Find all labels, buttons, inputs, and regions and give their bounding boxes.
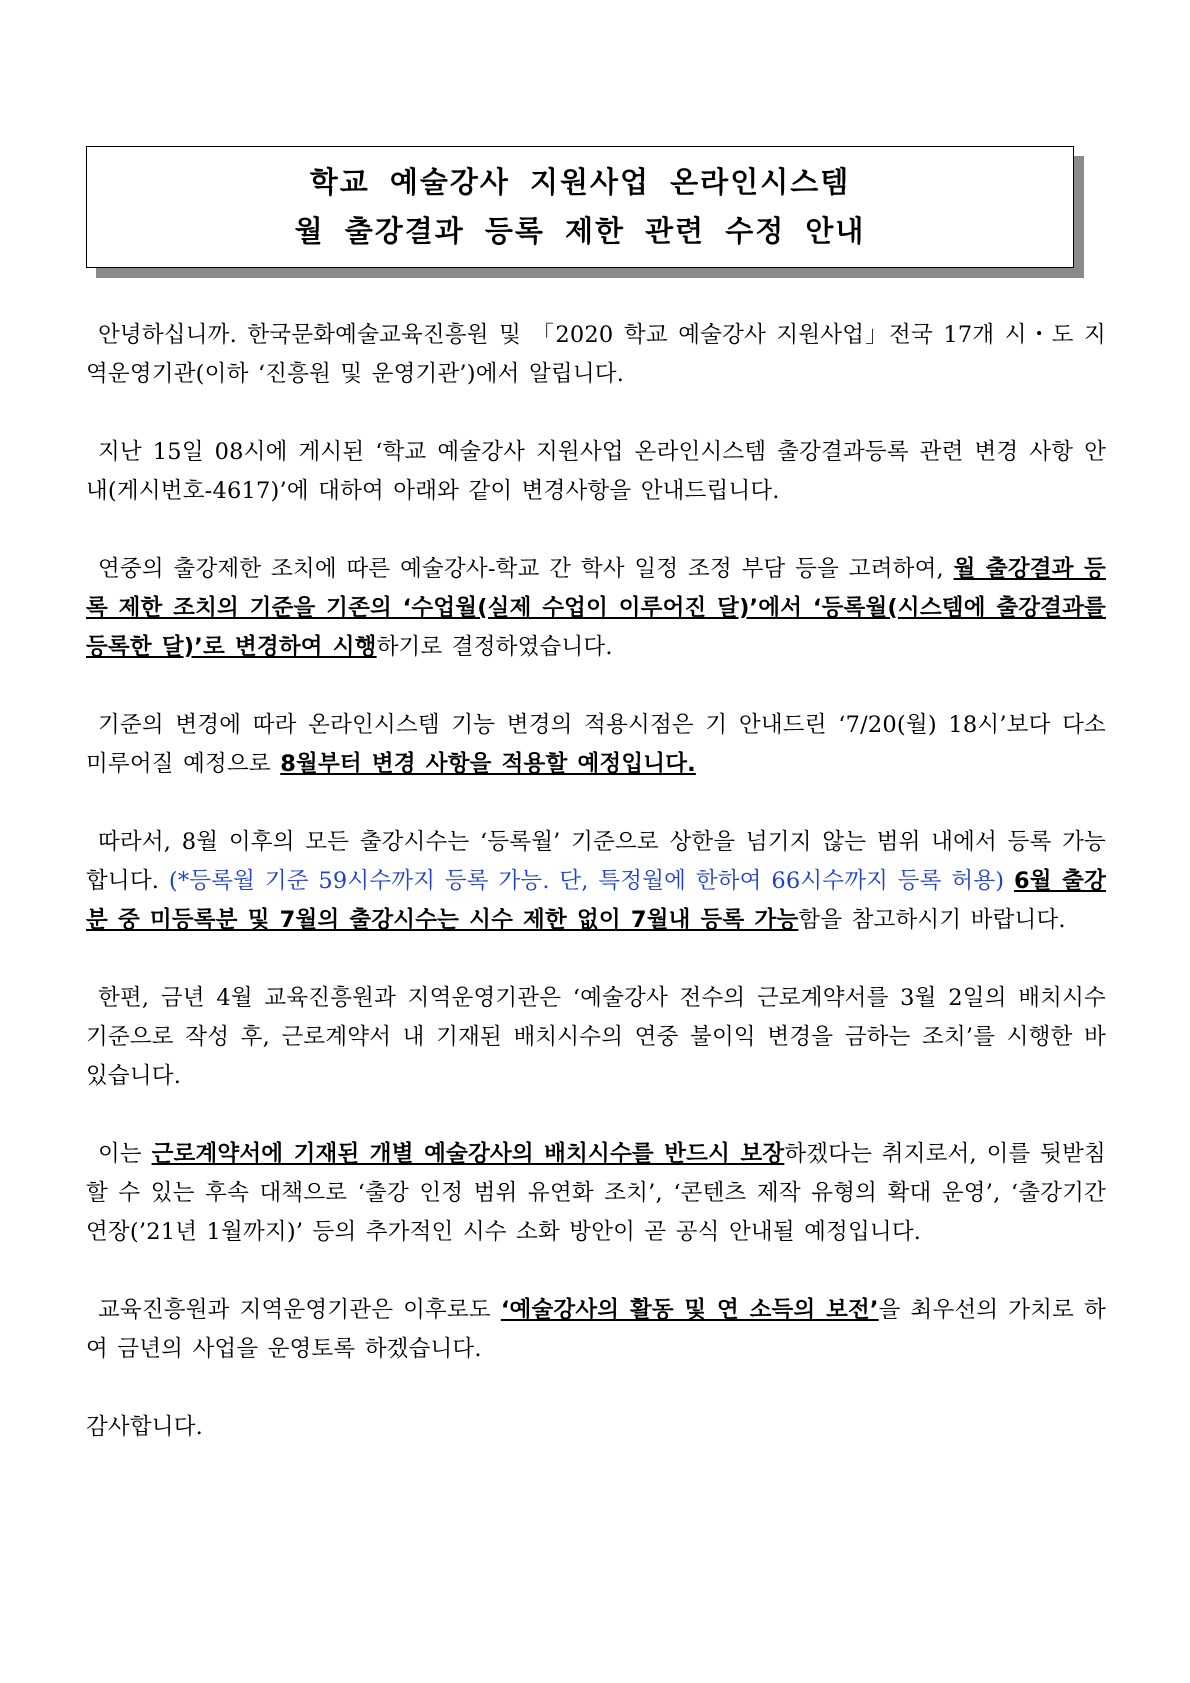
commitment-tail: 을 최우선의 가치로 하여 금년의 사업을 운영토록 하겠습니다.	[86, 1297, 1106, 1362]
paragraph-apply-timing	[86, 706, 1106, 784]
criteria-change-emphasis: 월 출강결과 등록 제한 조치의 기준을 기존의 ‘수업월(실제 수업이 이루어진 달)’에서 ‘등록월(시스템에 출강결과를 등록한 달)’로 변경하여 시행	[86, 556, 1106, 660]
title-box	[86, 146, 1074, 268]
criteria-change-tail: 하기로 결정하였습니다.	[376, 634, 613, 660]
registration-limit-tail: 함을 참고하시기 바랍니다.	[798, 907, 1066, 933]
paragraph-greeting	[86, 316, 1106, 394]
criteria-change-lead: 연중의 출강제한 조치에 따른 예술강사-학교 간 학사 일정 조정 부담 등을 고려하여,	[98, 556, 954, 582]
registration-limit-emphasis: 6월 출강분 중 미등록분 및 7월의 출강시수는 시수 제한 없이 7월내 등록 가능	[86, 868, 1107, 933]
guarantee-tail: 하겠다는 취지로서, 이를 뒷받침 할 수 있는 후속 대책으로 ‘출강 인정 범위 유연화 조치’, ‘콘텐츠 제작 유형의 확대 운영’, ‘출강기간 연장(’21년 1월까지)’ 등의 추가적인 시수 소화 방안이 곧 공식 안내될 예정입니다.	[86, 1141, 1106, 1245]
previous-notice-text: 지난 15일 08시에 게시된 ‘학교 예술강사 지원사업 온라인시스템 출강결과등록 관련 변경 사항 안내(게시번호-4617)’에 대하여 아래와 같이 변경사항을 안내드립니다.	[86, 439, 1106, 504]
registration-limit-note: (*등록월 기준 59시수까지 등록 가능. 단, 특정월에 한하여 66시수까지 등록 허용)	[168, 868, 1005, 894]
apply-timing-lead: 기준의 변경에 따라 온라인시스템 기능 변경의 적용시점은 기 안내드린 ‘7/20(월) 18시’보다 다소 미루어질 예정으로	[86, 712, 1106, 777]
commitment-lead: 교육진흥원과 지역운영기관은 이후로도	[98, 1297, 501, 1323]
guarantee-lead: 이는	[98, 1141, 152, 1167]
apply-timing-emphasis: 8월부터 변경 사항을 적용할 예정입니다.	[280, 751, 696, 777]
paragraph-previous-notice	[86, 433, 1106, 511]
registration-limit-lead: 따라서, 8월 이후의 모든 출강시수는 ‘등록월’ 기준으로 상한을 넘기지 않는 범위 내에서 등록 가능합니다.	[86, 829, 1106, 894]
paragraph-guarantee	[86, 1135, 1106, 1252]
title-line-1: 학교 예술강사 지원사업 온라인시스템	[309, 165, 851, 199]
paragraph-criteria-change	[86, 550, 1106, 667]
guarantee-emphasis: 근로계약서에 기재된 개별 예술강사의 배치시수를 반드시 보장	[151, 1141, 785, 1167]
greeting-text: 안녕하십니까. 한국문화예술교육진흥원 및 「2020 학교 예술강사 지원사업」전국 17개 시・도 지역운영기관(이하 ‘진흥원 및 운영기관’)에서 알립니다.	[86, 322, 1106, 387]
contract-measure-text: 한편, 금년 4월 교육진흥원과 지역운영기관은 ‘예술강사 전수의 근로계약서를 3월 2일의 배치시수 기준으로 작성 후, 근로계약서 내 기재된 배치시수의 연중 불이익 변경을 금하는 조치’를 시행한 바 있습니다.	[86, 985, 1106, 1089]
paragraph-closing	[86, 1408, 1106, 1447]
title-line-2: 월 출강결과 등록 제한 관련 수정 안내	[294, 214, 866, 248]
paragraph-commitment	[86, 1291, 1106, 1369]
paragraph-registration-limit	[86, 823, 1106, 940]
commitment-emphasis: ‘예술강사의 활동 및 연 소득의 보전’	[500, 1297, 879, 1323]
closing-text: 감사합니다.	[86, 1414, 204, 1440]
document-body	[86, 316, 1106, 1486]
paragraph-contract-measure	[86, 979, 1106, 1096]
